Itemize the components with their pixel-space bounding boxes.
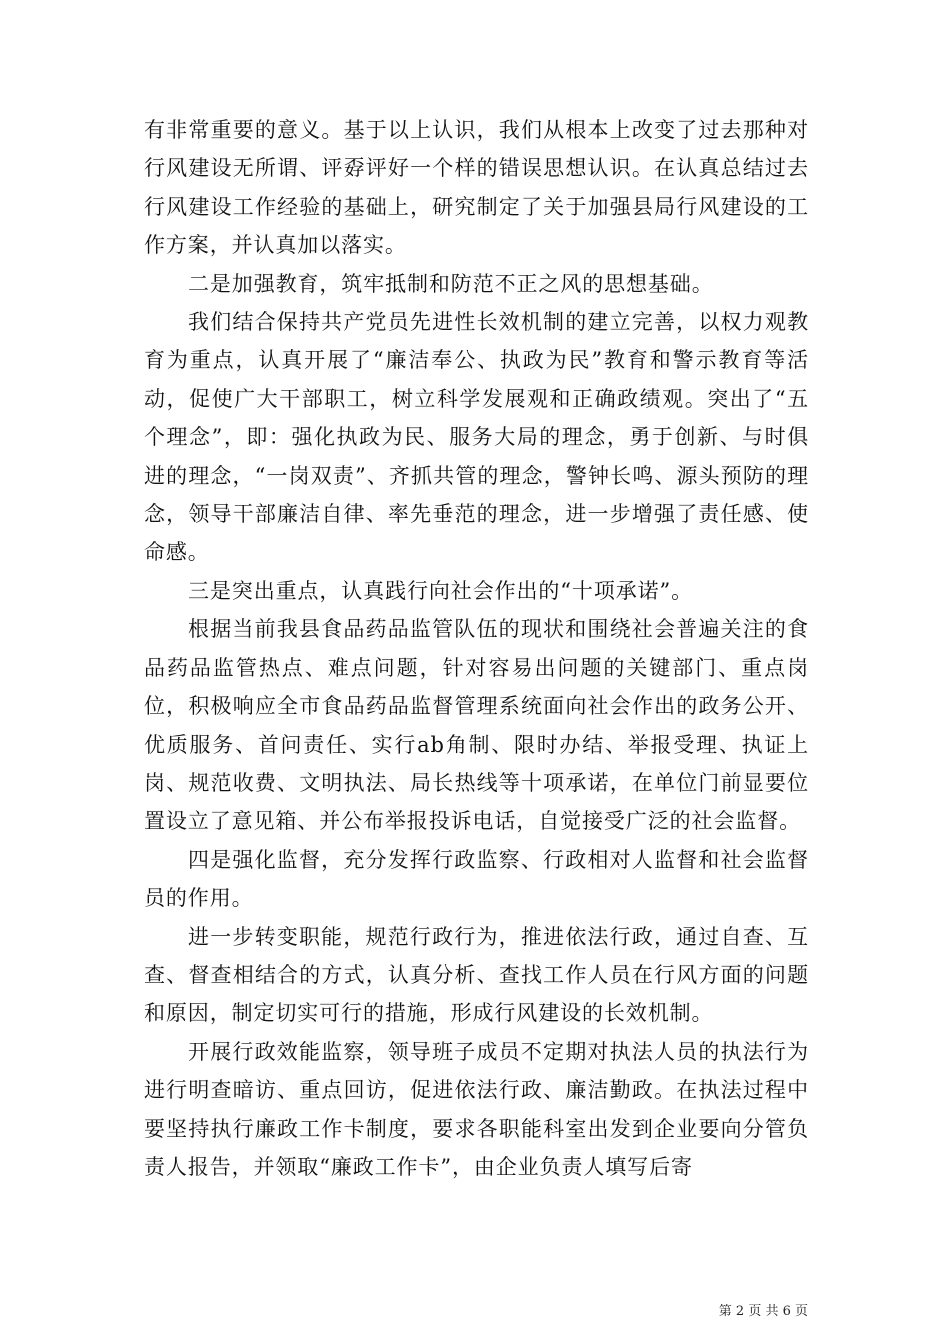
paragraph-5: 根据当前我县食品药品监管队伍的现状和围绕社会普遍关注的食品药品监管热点、难点问题，针对容易出问题的关键部门、重点岗位，积极响应全市食品药品监督管理系统面向社会作出的政务公开、优质服务、首问责任、实行ab角制、限时办结、举报受理、执证上岗、规范收费、文明执法、局长热线等十项承诺，在单位门前显要位置设立了意见箱、并公布举报投诉电话，自觉接受广泛的社会监督。 bbox=[144, 617, 809, 834]
paragraph-4: 三是突出重点，认真践行向社会作出的“十项承诺”。 bbox=[188, 578, 694, 603]
paragraph-2: 二是加强教育，筑牢抵制和防范不正之风的思想基础。 bbox=[188, 271, 714, 296]
document-body bbox=[144, 111, 809, 1186]
paragraph-3: 我们结合保持共产党员先进性长效机制的建立完善，以权力观教育为重点，认真开展了“廉洁奉公、执政为民”教育和警示教育等活动，促使广大干部职工，树立科学发展观和正确政绩观。突出了“五个理念”，即：强化执政为民、服务大局的理念，勇于创新、与时俱进的理念，“一岗双责”、齐抓共管的理念，警钟长鸣、源头预防的理念，领导干部廉洁自律、率先垂范的理念，进一步增强了责任感、使命感。 bbox=[144, 310, 809, 565]
paragraph-6: 四是强化监督，充分发挥行政监察、行政相对人监督和社会监督员的作用。 bbox=[144, 847, 809, 911]
paragraph-8: 开展行政效能监察，领导班子成员不定期对执法人员的执法行为进行明查暗访、重点回访，促进依法行政、廉洁勤政。在执法过程中要坚持执行廉政工作卡制度，要求各职能科室出发到企业要向分管负责人报告，并领取“廉政工作卡”，由企业负责人填写后寄 bbox=[144, 1039, 809, 1179]
page-number-footer: 第 2 页 共 6 页 bbox=[718, 1304, 808, 1319]
paragraph-7: 进一步转变职能，规范行政行为，推进依法行政，通过自查、互查、督查相结合的方式，认真分析、查找工作人员在行风方面的问题和原因，制定切实可行的措施，形成行风建设的长效机制。 bbox=[144, 924, 809, 1026]
paragraph-1: 有非常重要的意义。基于以上认识，我们从根本上改变了过去那种对行风建设无所谓、评孬评好一个样的错误思想认识。在认真总结过去行风建设工作经验的基础上，研究制定了关于加强县局行风建设的工作方案，并认真加以落实。 bbox=[144, 118, 809, 258]
